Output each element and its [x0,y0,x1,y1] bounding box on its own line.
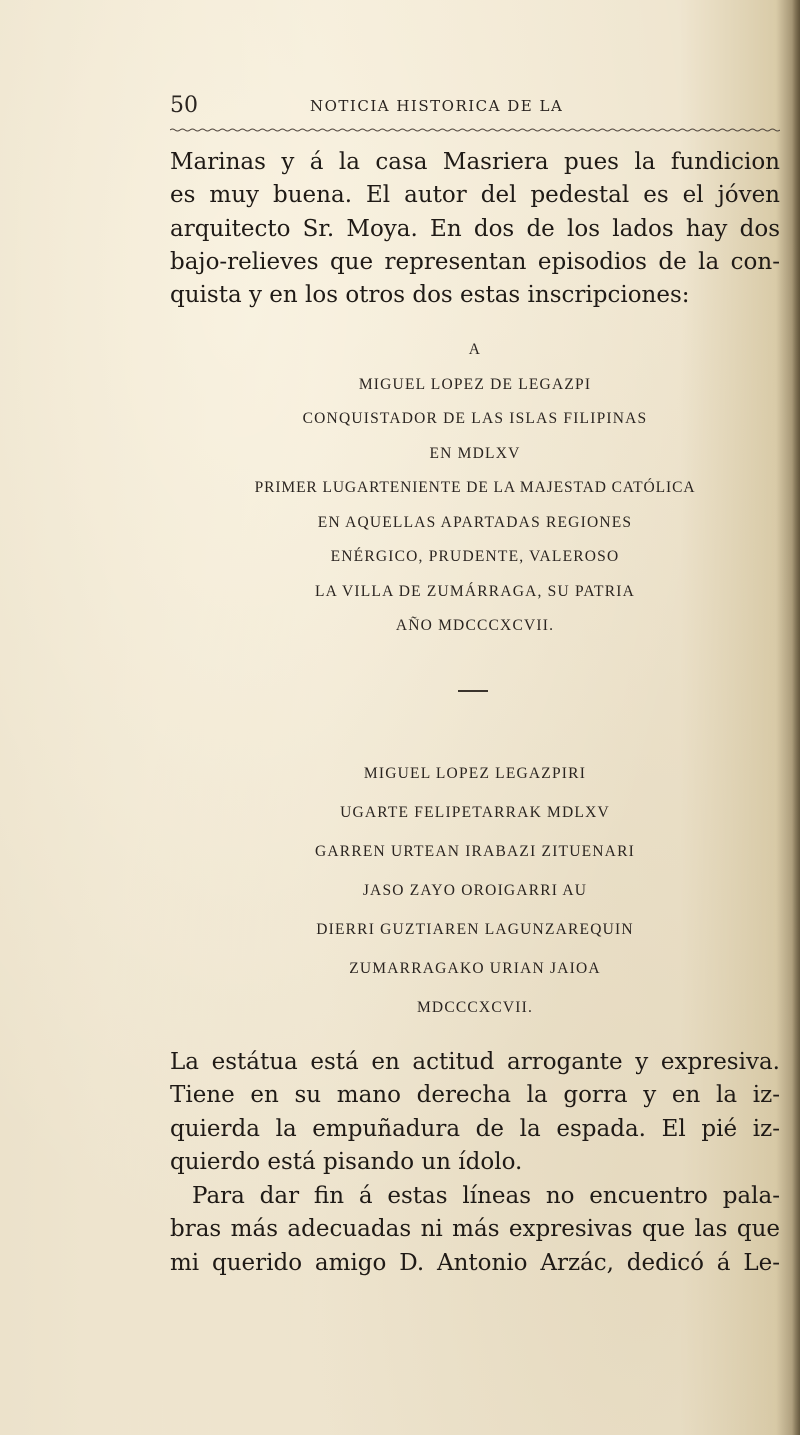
text-line: Tiene en su mano derecha la gorra y en la iz- [170,1082,780,1109]
inscription-line: ENÉRGICO, PRUDENTE, VALEROSO [330,548,620,565]
text-line: quierdo está pisando un ídolo. [170,1148,523,1175]
text-line: quierda la empuñadura de la espada. El pié iz- [170,1115,780,1142]
inscription-line: A [468,341,482,358]
text-line: Marinas y á la casa Masriera pues la fundicion [170,149,780,175]
inscription-line: MDCCCXCVII. [416,999,534,1016]
inscription-line: CONQUISTADOR DE LAS ISLAS FILIPINAS [302,410,648,427]
inscription-line: ZUMARRAGAKO URIAN JAIOA [349,960,601,977]
text-line: bras más adecuadas ni más expresivas que las que [170,1216,780,1243]
text-line: La estátua está en actitud arrogante y expresiva. [170,1049,780,1075]
inscription-line: EN AQUELLAS APARTADAS REGIONES [317,513,633,531]
text-line: Para dar fin á estas líneas no encuentro pala- [192,1183,780,1209]
inscription-line: UGARTE FELIPETARRAK MDLXV [340,804,610,821]
inscription-basque [170,754,780,1027]
page-number: 50 [170,93,198,118]
text-line: es muy buena. El autor del pedestal es el jóven [170,182,780,209]
text-line: arquitecto Sr. Moya. En dos de los lados hay dos [170,215,780,242]
inscription-line: PRIMER LUGARTENIENTE DE LA MAJESTAD CATÓLICA [254,479,696,496]
inscription-line: EN MDLXV [429,444,521,462]
paragraph-statue [170,1046,780,1179]
section-divider [458,690,488,692]
inscription-line: LA VILLA DE ZUMÁRRAGA, SU PATRIA [314,582,635,600]
text-line: mi querido amigo D. Antonio Arzác, dedicó á Le- [170,1249,780,1276]
inscription-line: DIERRI GUZTIAREN LAGUNZAREQUIN [316,921,634,938]
page-edge-shadow [792,0,800,1435]
inscription-line: MIGUEL LOPEZ LEGAZPIRI [363,765,587,782]
text-line: quista y en los otros dos estas inscripciones: [170,282,690,309]
page-header [170,93,790,123]
paragraph-closing [170,1180,780,1280]
paragraph-intro [170,146,780,312]
inscription-line: JASO ZAYO OROIGARRI AU [362,882,588,899]
inscription-line: GARREN URTEAN IRABAZI ZITUENARI [315,843,635,860]
text-line: bajo-relieves que representan episodios de la con- [170,248,780,275]
inscription-line: MIGUEL LOPEZ DE LEGAZPI [358,375,592,393]
inscription-line: AÑO MDCCCXCVII. [395,617,555,634]
inscription-spanish [170,333,780,644]
decorative-wavy-rule [170,128,780,132]
running-head: NOTICIA HISTORICA DE LA [310,97,564,115]
